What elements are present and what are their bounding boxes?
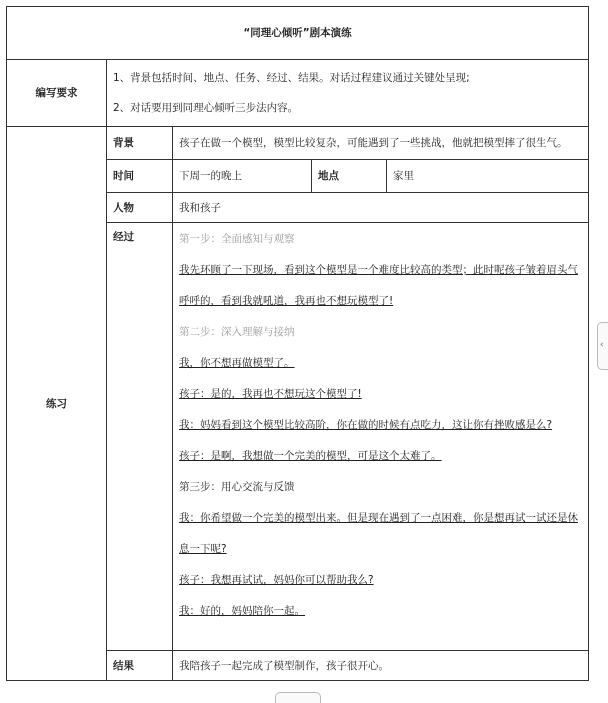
- dialog-line-7: 我：好的，妈妈陪你一起。: [179, 604, 305, 617]
- requirements-content: [107, 60, 589, 127]
- place-value: 家里: [387, 160, 589, 193]
- side-panel-handle[interactable]: [597, 322, 608, 370]
- process-label: 经过: [107, 223, 173, 651]
- step-1-line-1: 我先环顾了一下现场，看到这个模型是一个难度比较高的类型；此时呢孩子皱着眉头气: [179, 263, 578, 276]
- background-text: 孩子在做一个模型，模型比较复杂，可能遇到了一些挑战，他就把模型摔了很生气。: [173, 127, 589, 160]
- people-value: 我和孩子: [173, 193, 589, 223]
- dialog-line-1: 我，你不想再做模型了。: [179, 356, 295, 369]
- dialog-line-4: 孩子：是啊，我想做一个完美的模型，可是这个太难了。: [179, 449, 442, 462]
- dialog-line-5a: 我：你希望做一个完美的模型出来。但是现在遇到了一点困难，你是想再试一试还是休: [179, 511, 578, 524]
- place-label: 地点: [312, 160, 387, 193]
- bottom-panel-handle[interactable]: [275, 692, 321, 703]
- result-text: 我陪孩子一起完成了模型制作，孩子很开心。: [173, 651, 589, 681]
- time-label: 时间: [107, 160, 173, 193]
- dialog-line-5b: 息一下呢?: [179, 542, 227, 555]
- requirement-line-1: 1、背景包括时间、地点、任务、经过、结果。对话过程建议通过关键处呈现;: [113, 72, 470, 84]
- table-title: “同理心倾听”剧本演练: [7, 7, 589, 60]
- document: [6, 6, 588, 681]
- practice-label: 练习: [7, 127, 107, 681]
- script-table: [6, 6, 589, 681]
- requirements-label: 编写要求: [7, 60, 107, 127]
- step-3-heading: 第三步：用心交流与反馈: [179, 480, 295, 493]
- dialog-line-2: 孩子：是的，我再也不想玩这个模型了!: [179, 387, 362, 400]
- step-1-heading: 第一步：全面感知与观察: [179, 232, 295, 245]
- time-value: 下周一的晚上: [173, 160, 312, 193]
- dialog-line-6: 孩子：我想再试试，妈妈你可以帮助我么?: [179, 573, 374, 586]
- requirement-line-2: 2、对话要用到同理心倾听三步法内容。: [113, 102, 299, 114]
- result-label: 结果: [107, 651, 173, 681]
- step-1-line-2: 呼呼的，看到我就吼道，我再也不想玩模型了!: [179, 294, 394, 307]
- dialog-line-3: 我：妈妈看到这个模型比较高阶，你在做的时候有点吃力，这让你有挫败感是么?: [179, 418, 553, 431]
- background-label: 背景: [107, 127, 173, 160]
- step-2-heading: 第二步：深入理解与接纳: [179, 325, 295, 338]
- people-label: 人物: [107, 193, 173, 223]
- chevron-left-icon: ‹: [600, 340, 604, 350]
- process-content: [173, 223, 589, 651]
